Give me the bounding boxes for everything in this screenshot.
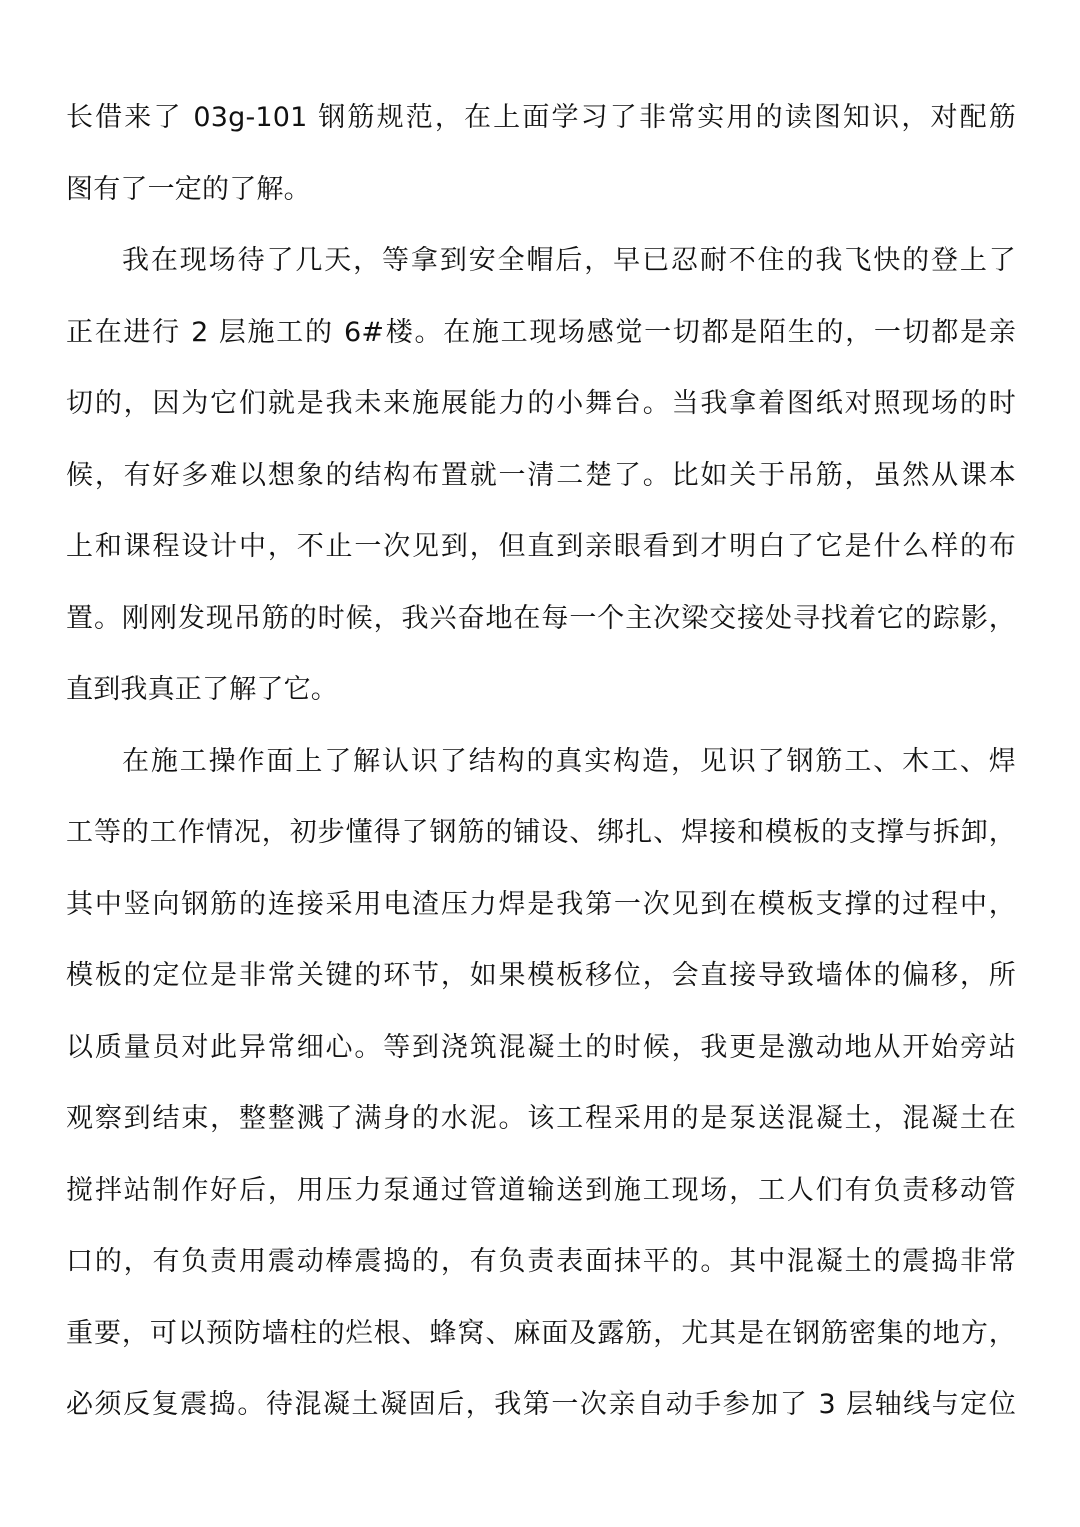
- text-line: 其中竖向钢筋的连接采用电渣压力焊是我第一次见到在模板支撑的过程中，: [66, 888, 1016, 920]
- text-line: 搅拌站制作好后，用压力泵通过管道输送到施工现场，工人们有负责移动管: [66, 1174, 1016, 1206]
- text-line: 正在进行 2 层施工的 6#楼。在施工现场感觉一切都是陌生的，一切都是亲: [66, 316, 1016, 348]
- text-line: 图有了一定的了解。: [66, 173, 311, 205]
- text-line: 长借来了 03g-101 钢筋规范，在上面学习了非常实用的读图知识，对配筋: [66, 102, 1016, 133]
- text-line: 观察到结束，整整溅了满身的水泥。该工程采用的是泵送混凝土，混凝土在: [66, 1103, 1016, 1134]
- text-line: 必须反复震捣。待混凝土凝固后，我第一次亲自动手参加了 3 层轴线与定位: [66, 1389, 1016, 1420]
- text-line: 切的，因为它们就是我未来施展能力的小舞台。当我拿着图纸对照现场的时: [66, 388, 1016, 419]
- text-line: 直到我真正了解了它。: [66, 674, 338, 705]
- paragraph-first-line: 我在现场待了几天，等拿到安全帽后，早已忍耐不住的我飞快的登上了: [122, 245, 1016, 276]
- text-line: 模板的定位是非常关键的环节，如果模板移位，会直接导致墙体的偏移，所: [66, 960, 1016, 991]
- text-line: 口的，有负责用震动棒震捣的，有负责表面抹平的。其中混凝土的震捣非常: [66, 1246, 1016, 1277]
- text-line: 重要，可以预防墙柱的烂根、蜂窝、麻面及露筋，尤其是在钢筋密集的地方，: [66, 1317, 1016, 1349]
- text-line: 工等的工作情况，初步懂得了钢筋的铺设、绑扎、焊接和模板的支撑与拆卸，: [66, 817, 1016, 848]
- text-line: 候，有好多难以想象的结构布置就一清二楚了。比如关于吊筋，虽然从课本: [66, 459, 1016, 491]
- paragraph-first-line: 在施工操作面上了解认识了结构的真实构造，见识了钢筋工、木工、焊: [122, 745, 1016, 777]
- text-line: 上和课程设计中，不止一次见到，但直到亲眼看到才明白了它是什么样的布: [66, 531, 1016, 562]
- text-line: 置。刚刚发现吊筋的时候，我兴奋地在每一个主次梁交接处寻找着它的踪影，: [66, 602, 1016, 634]
- text-line: 以质量员对此异常细心。等到浇筑混凝土的时候，我更是激动地从开始旁站: [66, 1031, 1016, 1063]
- document-page: [66, 82, 1016, 1441]
